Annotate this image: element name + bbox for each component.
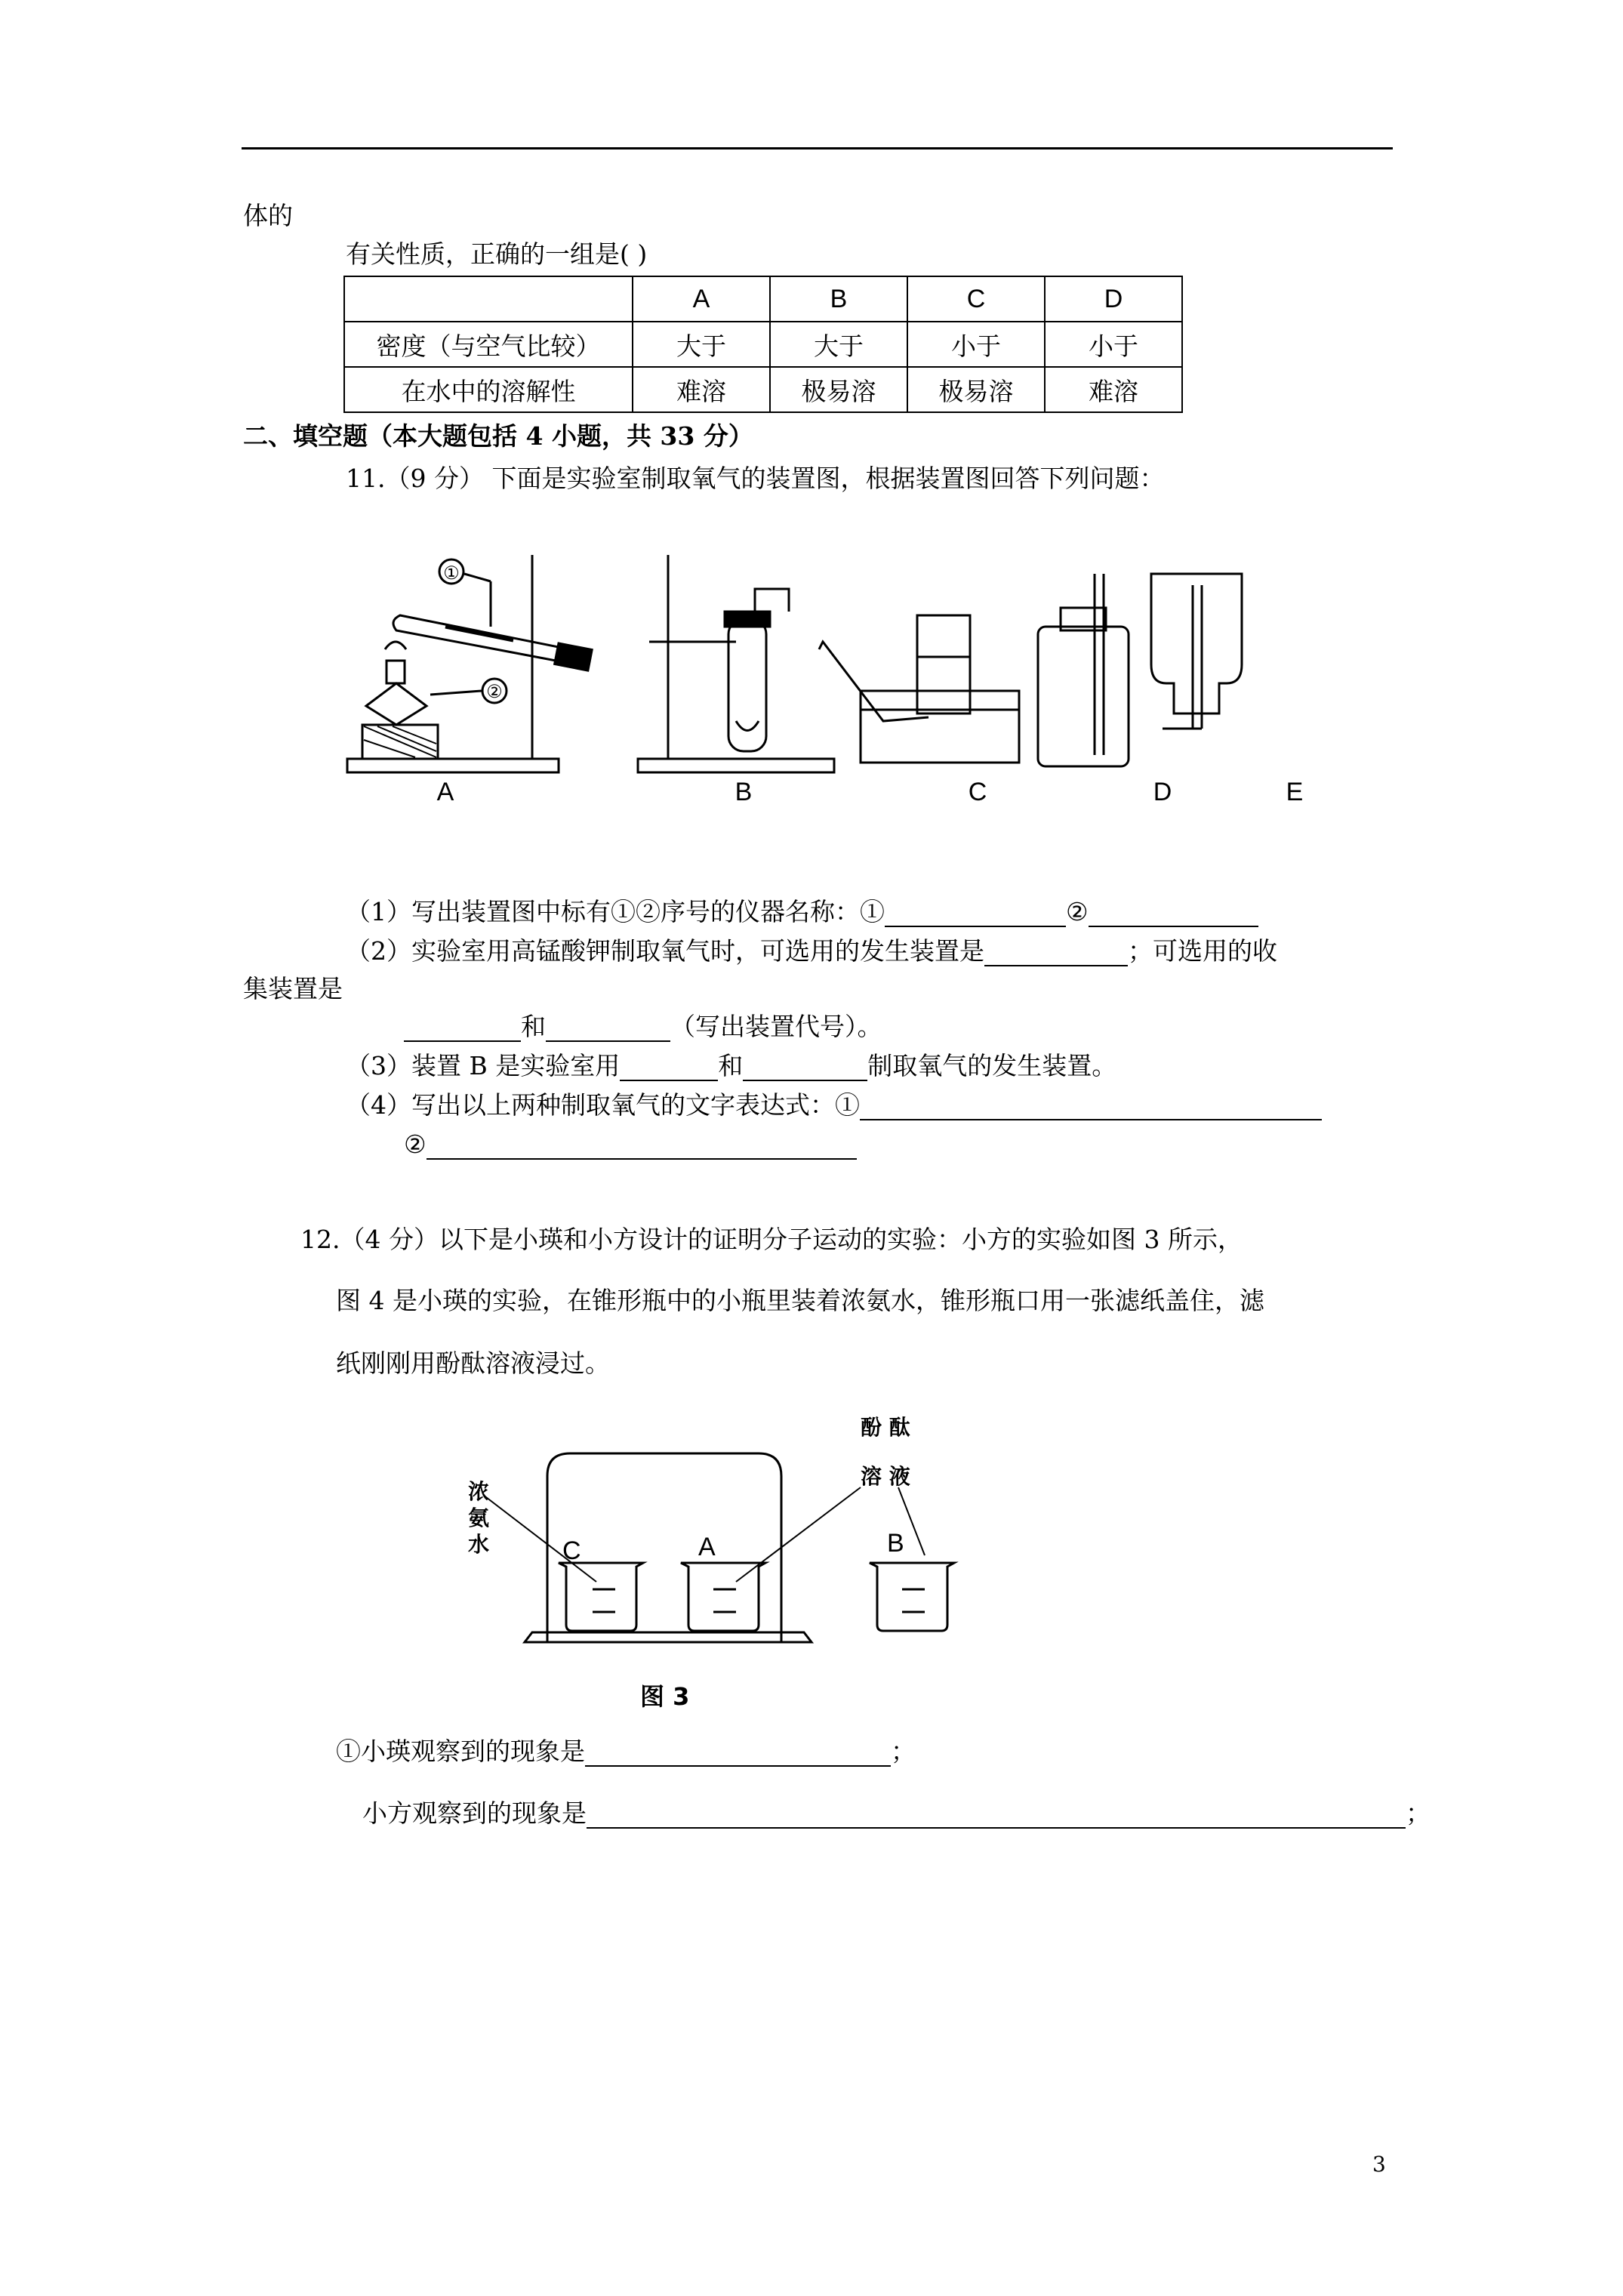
table-cell: 小于 bbox=[907, 322, 1045, 367]
table-cell bbox=[344, 276, 633, 322]
answer-blank-4-1[interactable] bbox=[860, 1093, 1322, 1120]
q12-obs2: 小方观察到的现象是 ； bbox=[362, 1798, 1431, 1828]
table-cell: 大于 bbox=[770, 322, 907, 367]
q11-part2-blanks: 和 （写出装置代号）。 bbox=[404, 1012, 882, 1042]
answer-blank-4-2[interactable] bbox=[427, 1133, 857, 1160]
figure-3 bbox=[453, 1412, 996, 1661]
question-stem: 有关性质，正确的一组是( ) bbox=[346, 239, 648, 269]
answer-blank-2-3[interactable] bbox=[546, 1015, 670, 1042]
table-cell: C bbox=[907, 276, 1045, 322]
q12-obs1: ①小瑛观察到的现象是 ； bbox=[336, 1737, 916, 1766]
fig-label-d: D bbox=[1153, 778, 1172, 806]
table-cell: 极易溶 bbox=[907, 367, 1045, 412]
answer-blank-obs2[interactable] bbox=[587, 1801, 1406, 1829]
callout-2-label: ② bbox=[486, 681, 503, 702]
fig-label-a: A bbox=[436, 778, 454, 806]
ammonia-label-1: 浓 bbox=[468, 1479, 490, 1504]
q11-part1: （1）写出装置图中标有①②序号的仪器名称：① ② bbox=[346, 897, 1258, 927]
callout-1-label: ① bbox=[443, 562, 460, 584]
beaker-label-c: C bbox=[562, 1536, 581, 1565]
table-cell: 难溶 bbox=[633, 367, 770, 412]
q12-line3: 纸刚刚用酚酞溶液浸过。 bbox=[336, 1348, 610, 1378]
table-cell: 在水中的溶解性 bbox=[344, 367, 633, 412]
table-row bbox=[344, 276, 1182, 322]
stand-base-a bbox=[347, 759, 559, 772]
alcohol-lamp bbox=[366, 683, 427, 725]
q11-part4-cont: ② bbox=[404, 1130, 857, 1160]
answer-blank-3-2[interactable] bbox=[743, 1054, 867, 1081]
fig-label-c: C bbox=[968, 778, 987, 806]
q11-part2-cont: 集装置是 bbox=[243, 974, 343, 1003]
stand-base-b bbox=[638, 759, 834, 772]
table-cell: 大于 bbox=[633, 322, 770, 367]
fig-label-e: E bbox=[1286, 778, 1304, 806]
table-cell: D bbox=[1045, 276, 1182, 322]
q12-line2: 图 4 是小瑛的实验，在锥形瓶中的小瓶里装着浓氨水，锥形瓶口用一张滤纸盖住，滤 bbox=[336, 1286, 1264, 1315]
beaker-b bbox=[870, 1563, 954, 1631]
section-title: 二、填空题（本大题包括 4 小题，共 33 分） bbox=[243, 421, 753, 451]
test-tube-a bbox=[393, 615, 570, 663]
table-cell: 小于 bbox=[1045, 322, 1182, 367]
fig-label-b: B bbox=[735, 778, 753, 806]
beaker-label-b: B bbox=[887, 1529, 904, 1558]
q11-intro: 11.（9 分） 下面是实验室制取氧气的装置图，根据装置图回答下列问题： bbox=[346, 464, 1165, 493]
header-rule bbox=[242, 147, 1393, 149]
beaker-label-a: A bbox=[698, 1533, 716, 1561]
table-row bbox=[344, 322, 1182, 367]
ammonia-label-2: 氨 bbox=[468, 1505, 490, 1530]
figure-3-caption: 图 3 bbox=[640, 1682, 690, 1711]
table-cell: 密度（与空气比较） bbox=[344, 322, 633, 367]
ammonia-label-3: 水 bbox=[468, 1532, 490, 1557]
answer-blank-1-1[interactable] bbox=[885, 900, 1066, 927]
answer-blank-1-2[interactable] bbox=[1089, 900, 1258, 927]
phenol-label-1: 酚 酞 bbox=[861, 1415, 910, 1440]
beaker-a bbox=[681, 1563, 765, 1631]
answer-blank-3-1[interactable] bbox=[620, 1054, 718, 1081]
q11-part3: （3）装置 B 是实验室用 和 制取氧气的发生装置。 bbox=[346, 1051, 1117, 1080]
beaker-c bbox=[559, 1563, 643, 1631]
bottle-e bbox=[1151, 574, 1242, 713]
properties-table bbox=[343, 276, 1183, 413]
table-cell: 难溶 bbox=[1045, 367, 1182, 412]
continued-text: 体的 bbox=[243, 201, 293, 230]
table-cell: 极易溶 bbox=[770, 367, 907, 412]
apparatus-figure bbox=[332, 536, 1374, 823]
bell-jar bbox=[547, 1453, 781, 1642]
water-trough bbox=[861, 691, 1019, 763]
collection-bottle bbox=[917, 615, 970, 713]
q11-part2: （2）实验室用高锰酸钾制取氧气时，可选用的发生装置是 ；可选用的收 bbox=[346, 936, 1277, 966]
page-number: 3 bbox=[1372, 2152, 1386, 2177]
q12-line1: 12.（4 分）以下是小瑛和小方设计的证明分子运动的实验：小方的实验如图 3 所示， bbox=[300, 1225, 1243, 1254]
table-cell: B bbox=[770, 276, 907, 322]
answer-blank-2-1[interactable] bbox=[984, 939, 1128, 966]
q11-part4: （4）写出以上两种制取氧气的文字表达式：① bbox=[346, 1090, 1322, 1120]
bottle-d bbox=[1038, 627, 1129, 766]
table-cell: A bbox=[633, 276, 770, 322]
answer-blank-obs1[interactable] bbox=[585, 1740, 891, 1767]
phenol-label-2: 溶 液 bbox=[861, 1464, 910, 1489]
jar-base bbox=[525, 1632, 812, 1642]
table-row bbox=[344, 367, 1182, 412]
answer-blank-2-2[interactable] bbox=[404, 1015, 521, 1042]
